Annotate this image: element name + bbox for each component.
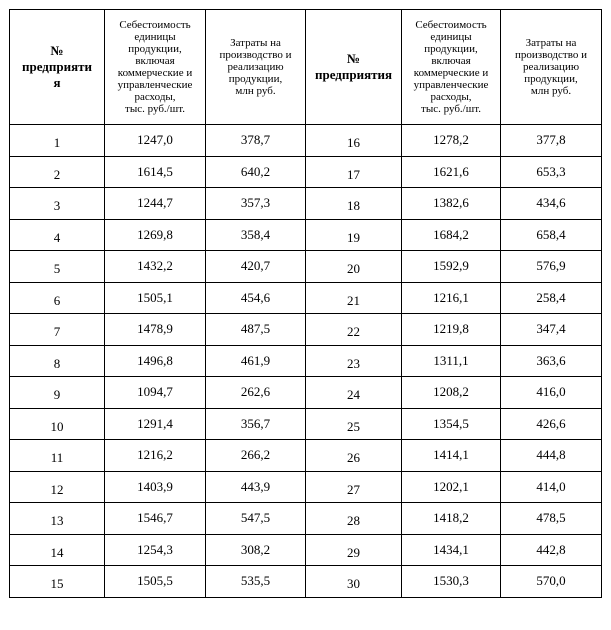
cell-left-enterprise-no: 10 — [10, 408, 105, 440]
cell-left-cost-per-unit: 1496,8 — [105, 345, 206, 377]
table-row — [10, 188, 602, 220]
cell-right-total-costs: 576,9 — [501, 251, 602, 283]
cell-left-cost-per-unit: 1505,5 — [105, 566, 206, 598]
cell-left-cost-per-unit: 1505,1 — [105, 282, 206, 314]
cell-left-cost-per-unit: 1403,9 — [105, 471, 206, 503]
cell-right-total-costs: 347,4 — [501, 314, 602, 346]
cell-right-enterprise-no: 30 — [306, 566, 402, 598]
table-row — [10, 440, 602, 472]
cell-left-total-costs: 308,2 — [206, 534, 306, 566]
cell-right-cost-per-unit: 1202,1 — [402, 471, 501, 503]
cell-left-cost-per-unit: 1546,7 — [105, 503, 206, 535]
cell-right-total-costs: 570,0 — [501, 566, 602, 598]
header-total-costs-label: Затраты на производство и реализацию продукции, млн руб. — [219, 37, 292, 97]
table-row — [10, 219, 602, 251]
cell-left-total-costs: 640,2 — [206, 156, 306, 188]
cell-right-total-costs: 363,6 — [501, 345, 602, 377]
table-row — [10, 408, 602, 440]
cell-left-total-costs: 356,7 — [206, 408, 306, 440]
cell-left-enterprise-no: 14 — [10, 534, 105, 566]
cell-left-cost-per-unit: 1247,0 — [105, 125, 206, 157]
cell-left-enterprise-no: 7 — [10, 314, 105, 346]
cell-right-total-costs: 416,0 — [501, 377, 602, 409]
cell-left-enterprise-no: 2 — [10, 156, 105, 188]
cell-right-cost-per-unit: 1684,2 — [402, 219, 501, 251]
cell-left-cost-per-unit: 1432,2 — [105, 251, 206, 283]
cell-left-total-costs: 443,9 — [206, 471, 306, 503]
enterprise-cost-table — [9, 9, 602, 598]
cell-right-enterprise-no: 21 — [306, 282, 402, 314]
header-total-costs-right — [501, 10, 602, 125]
cell-left-cost-per-unit: 1269,8 — [105, 219, 206, 251]
cell-right-enterprise-no: 29 — [306, 534, 402, 566]
cell-right-enterprise-no: 19 — [306, 219, 402, 251]
cell-left-enterprise-no: 11 — [10, 440, 105, 472]
cell-right-total-costs: 434,6 — [501, 188, 602, 220]
header-enterprise-no — [10, 10, 105, 125]
header-cost-per-unit-label: Себестоимость единицы продукции, включая коммерческие и управленческие расходы, тыс. руб./шт. — [117, 19, 193, 115]
table-row — [10, 377, 602, 409]
cell-right-enterprise-no: 25 — [306, 408, 402, 440]
cell-left-cost-per-unit: 1216,2 — [105, 440, 206, 472]
cell-left-total-costs: 358,4 — [206, 219, 306, 251]
cell-left-enterprise-no: 15 — [10, 566, 105, 598]
cell-right-cost-per-unit: 1354,5 — [402, 408, 501, 440]
header-enterprise-no-right — [306, 10, 402, 125]
cell-left-total-costs: 454,6 — [206, 282, 306, 314]
cell-right-cost-per-unit: 1414,1 — [402, 440, 501, 472]
table-row — [10, 251, 602, 283]
cell-left-enterprise-no: 1 — [10, 125, 105, 157]
cell-right-cost-per-unit: 1219,8 — [402, 314, 501, 346]
cell-right-cost-per-unit: 1382,6 — [402, 188, 501, 220]
cell-right-enterprise-no: 23 — [306, 345, 402, 377]
cell-right-cost-per-unit: 1592,9 — [402, 251, 501, 283]
cell-left-enterprise-no: 8 — [10, 345, 105, 377]
table-row — [10, 314, 602, 346]
cell-left-total-costs: 262,6 — [206, 377, 306, 409]
cell-right-enterprise-no: 27 — [306, 471, 402, 503]
cell-right-cost-per-unit: 1621,6 — [402, 156, 501, 188]
table-row — [10, 534, 602, 566]
cell-left-total-costs: 487,5 — [206, 314, 306, 346]
cell-left-total-costs: 420,7 — [206, 251, 306, 283]
cell-left-total-costs: 461,9 — [206, 345, 306, 377]
cell-right-cost-per-unit: 1418,2 — [402, 503, 501, 535]
table-row — [10, 471, 602, 503]
cell-left-total-costs: 266,2 — [206, 440, 306, 472]
cell-right-enterprise-no: 22 — [306, 314, 402, 346]
header-total-costs-right-label: Затраты на производство и реализацию продукции, млн руб. — [515, 37, 587, 97]
cell-right-enterprise-no: 18 — [306, 188, 402, 220]
cell-right-enterprise-no: 26 — [306, 440, 402, 472]
cell-right-total-costs: 478,5 — [501, 503, 602, 535]
cell-right-total-costs: 442,8 — [501, 534, 602, 566]
cell-left-enterprise-no: 12 — [10, 471, 105, 503]
cell-right-total-costs: 414,0 — [501, 471, 602, 503]
cell-left-enterprise-no: 4 — [10, 219, 105, 251]
cell-left-cost-per-unit: 1478,9 — [105, 314, 206, 346]
table-row — [10, 503, 602, 535]
cell-right-cost-per-unit: 1311,1 — [402, 345, 501, 377]
cell-right-enterprise-no: 24 — [306, 377, 402, 409]
cell-left-enterprise-no: 5 — [10, 251, 105, 283]
cell-left-total-costs: 535,5 — [206, 566, 306, 598]
cell-left-cost-per-unit: 1291,4 — [105, 408, 206, 440]
cell-right-total-costs: 658,4 — [501, 219, 602, 251]
header-cost-per-unit-right — [402, 10, 501, 125]
cell-right-total-costs: 258,4 — [501, 282, 602, 314]
table-row — [10, 156, 602, 188]
cell-left-total-costs: 547,5 — [206, 503, 306, 535]
table-row — [10, 282, 602, 314]
cell-left-total-costs: 357,3 — [206, 188, 306, 220]
header-cost-per-unit — [105, 10, 206, 125]
cell-right-enterprise-no: 28 — [306, 503, 402, 535]
header-enterprise-no-label: № предприяти я — [21, 43, 92, 90]
table-row — [10, 566, 602, 598]
cell-right-enterprise-no: 17 — [306, 156, 402, 188]
cell-left-enterprise-no: 9 — [10, 377, 105, 409]
header-cost-per-unit-right-label: Себестоимость единицы продукции, включая коммерческие и управленческие расходы, тыс. руб./шт. — [413, 19, 489, 115]
cell-right-cost-per-unit: 1530,3 — [402, 566, 501, 598]
cell-right-total-costs: 426,6 — [501, 408, 602, 440]
cell-left-enterprise-no: 13 — [10, 503, 105, 535]
cell-right-cost-per-unit: 1434,1 — [402, 534, 501, 566]
cell-right-cost-per-unit: 1278,2 — [402, 125, 501, 157]
cell-right-total-costs: 653,3 — [501, 156, 602, 188]
cell-right-enterprise-no: 20 — [306, 251, 402, 283]
cell-left-cost-per-unit: 1244,7 — [105, 188, 206, 220]
header-enterprise-no-right-label: № предприятия — [314, 51, 393, 82]
cell-left-cost-per-unit: 1094,7 — [105, 377, 206, 409]
cell-right-total-costs: 377,8 — [501, 125, 602, 157]
cell-left-total-costs: 378,7 — [206, 125, 306, 157]
cell-left-cost-per-unit: 1254,3 — [105, 534, 206, 566]
cell-right-cost-per-unit: 1216,1 — [402, 282, 501, 314]
table-row — [10, 125, 602, 157]
header-total-costs — [206, 10, 306, 125]
cell-left-enterprise-no: 3 — [10, 188, 105, 220]
cell-left-enterprise-no: 6 — [10, 282, 105, 314]
cell-right-cost-per-unit: 1208,2 — [402, 377, 501, 409]
cell-right-enterprise-no: 16 — [306, 125, 402, 157]
table-row — [10, 345, 602, 377]
cell-left-cost-per-unit: 1614,5 — [105, 156, 206, 188]
table-header — [10, 10, 602, 125]
header-row — [10, 10, 602, 125]
table-body — [10, 125, 602, 598]
cell-right-total-costs: 444,8 — [501, 440, 602, 472]
